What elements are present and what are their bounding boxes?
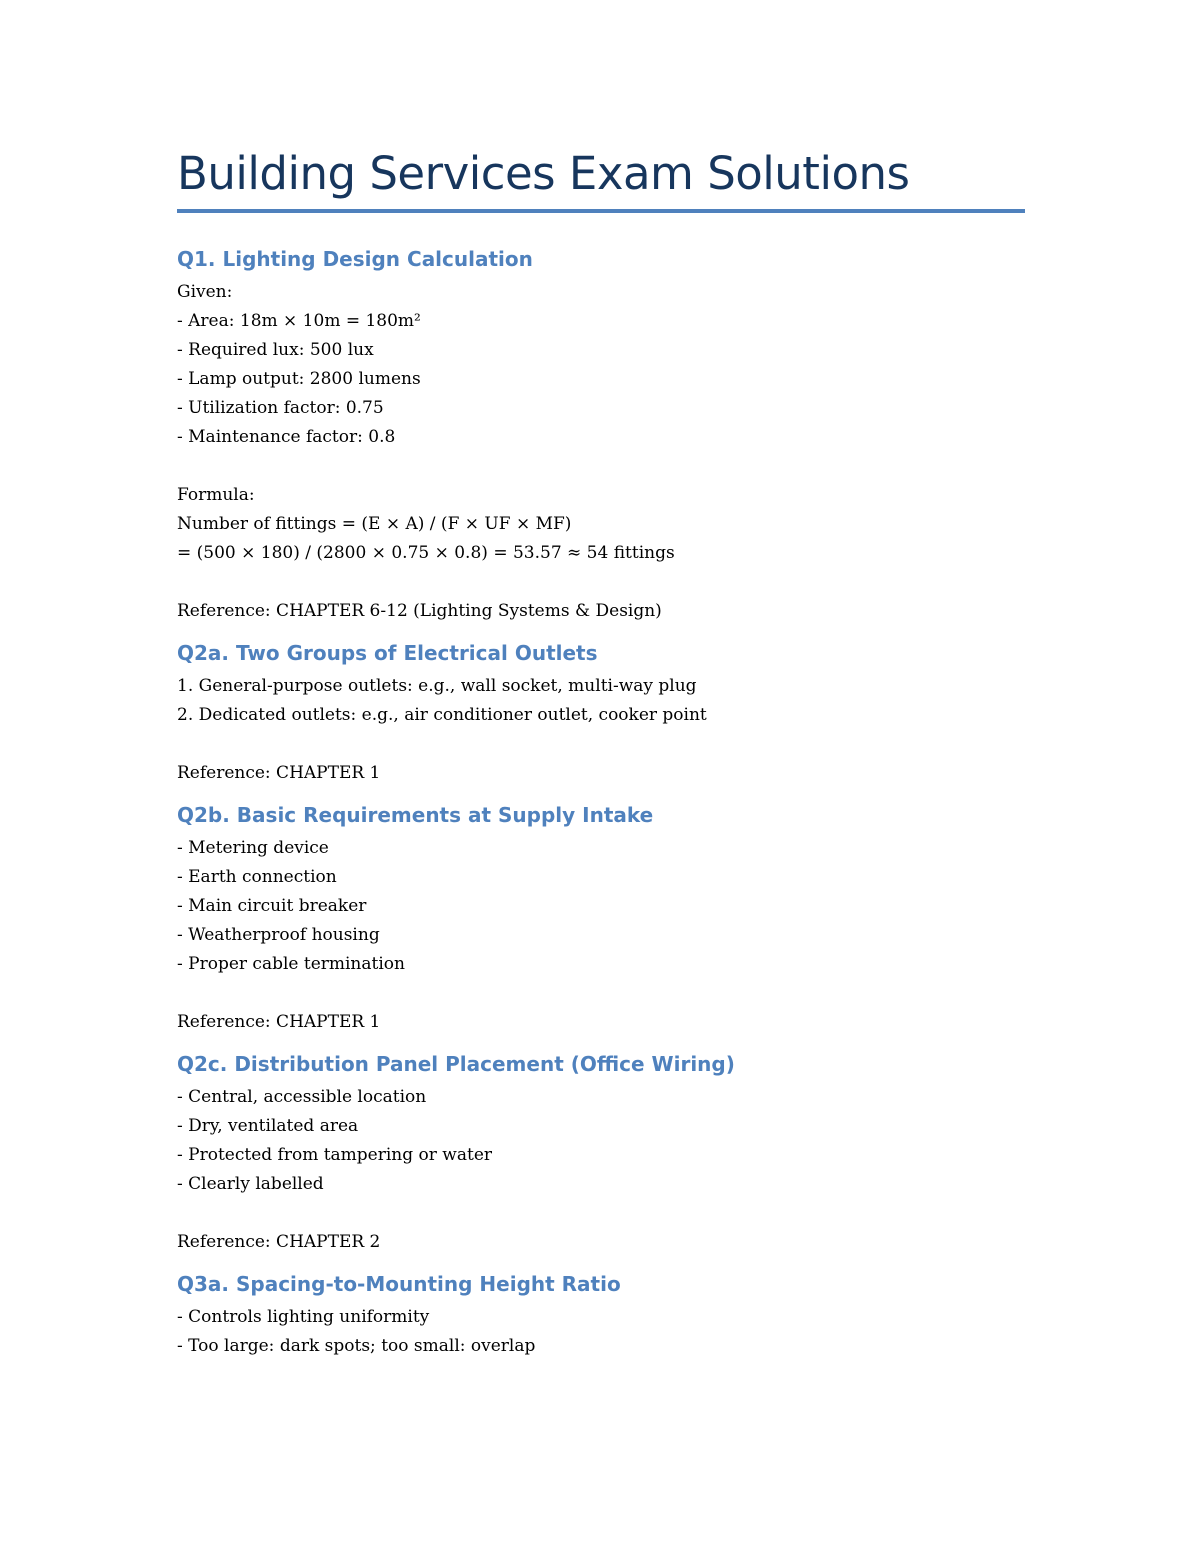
spacer <box>177 626 1025 634</box>
list-item: - Controls lighting uniformity <box>177 1307 430 1327</box>
list-item: - Weatherproof housing <box>177 925 380 945</box>
list-item: - Dry, ventilated area <box>177 1116 359 1136</box>
formula-label: Formula: <box>177 485 255 505</box>
list-item: 2. Dedicated outlets: e.g., air conditioner outlet, cooker point <box>177 705 707 725</box>
list-item: - Required lux: 500 lux <box>177 340 374 360</box>
reference-text: Reference: CHAPTER 1 <box>177 763 381 783</box>
document-body <box>177 240 1025 1361</box>
list-item: - Earth connection <box>177 867 337 887</box>
document-title: Building Services Exam Solutions <box>177 147 910 200</box>
document-page <box>177 0 1025 1553</box>
list-item: 1. General-purpose outlets: e.g., wall socket, multi-way plug <box>177 676 697 696</box>
list-item: - Proper cable termination <box>177 954 405 974</box>
section-heading: Q1. Lighting Design Calculation <box>177 247 533 271</box>
reference-text: Reference: CHAPTER 1 <box>177 1012 381 1032</box>
spacer <box>177 1257 1025 1265</box>
spacer <box>177 1199 1025 1228</box>
list-item: - Too large: dark spots; too small: overlap <box>177 1336 536 1356</box>
list-item: - Lamp output: 2800 lumens <box>177 369 421 389</box>
title-underline <box>177 209 1025 213</box>
formula-line: Number of fittings = (E × A) / (F × UF × MF) <box>177 514 572 534</box>
section-q2b <box>177 796 1025 1045</box>
section-q2a <box>177 634 1025 796</box>
section-heading: Q2c. Distribution Panel Placement (Office Wiring) <box>177 1052 735 1076</box>
section-heading: Q3a. Spacing-to-Mounting Height Ratio <box>177 1272 621 1296</box>
list-item: - Area: 18m × 10m = 180m² <box>177 311 421 331</box>
formula-line: = (500 × 180) / (2800 × 0.75 × 0.8) = 53.57 ≈ 54 fittings <box>177 543 675 563</box>
list-item: - Central, accessible location <box>177 1087 427 1107</box>
section-q1 <box>177 240 1025 634</box>
section-heading: Q2a. Two Groups of Electrical Outlets <box>177 641 598 665</box>
spacer <box>177 452 1025 481</box>
given-label: Given: <box>177 282 233 302</box>
spacer <box>177 730 1025 759</box>
list-item: - Clearly labelled <box>177 1174 324 1194</box>
section-q2c <box>177 1045 1025 1265</box>
section-heading: Q2b. Basic Requirements at Supply Intake <box>177 803 654 827</box>
list-item: - Utilization factor: 0.75 <box>177 398 384 418</box>
reference-text: Reference: CHAPTER 2 <box>177 1232 381 1252</box>
list-item: - Metering device <box>177 838 329 858</box>
list-item: - Main circuit breaker <box>177 896 367 916</box>
spacer <box>177 568 1025 597</box>
spacer <box>177 1037 1025 1045</box>
reference-text: Reference: CHAPTER 6-12 (Lighting Systems & Design) <box>177 601 662 621</box>
section-q3a <box>177 1265 1025 1361</box>
list-item: - Protected from tampering or water <box>177 1145 493 1165</box>
spacer <box>177 788 1025 796</box>
list-item: - Maintenance factor: 0.8 <box>177 427 396 447</box>
spacer <box>177 979 1025 1008</box>
